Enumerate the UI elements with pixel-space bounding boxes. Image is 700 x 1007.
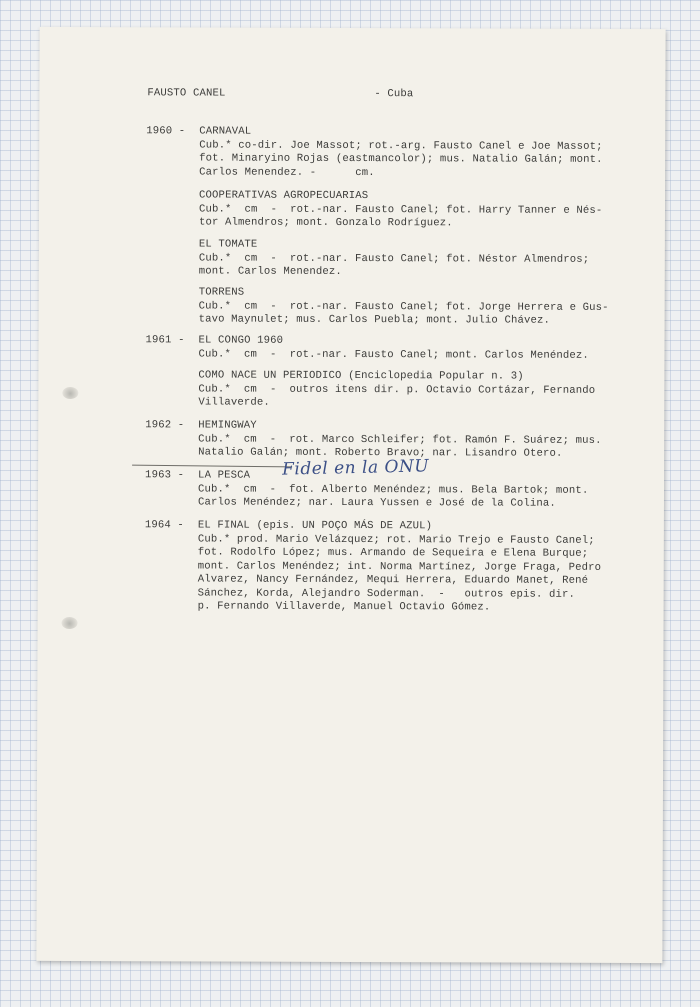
film-title: EL TOMATE xyxy=(198,238,258,251)
credit-line: Cub.* cm - rot.-nar. Fausto Canel; mont. Carlos Menéndez. xyxy=(198,347,589,362)
credit-line: mont. Carlos Menendez. xyxy=(198,265,342,278)
year-1962: 1962 - xyxy=(145,419,185,432)
credit-line: Cub.* prod. Mario Velázquez; rot. Mario Trejo e Fausto Canel; xyxy=(197,532,595,547)
filmmaker-name: FAUSTO CANEL xyxy=(147,87,226,100)
credit-line: Carlos Menendez. - cm. xyxy=(199,165,375,179)
credit-line: Natalio Galán; mont. Roberto Bravo; nar. Lisandro Otero. xyxy=(198,446,563,460)
film-title: HEMINGWAY xyxy=(198,419,257,432)
credit-line: Cub.* cm - rot.-nar. Fausto Canel; fot. Jorge Herrera e Gus- xyxy=(198,299,609,314)
credit-line: Cub.* cm - rot.-nar. Fausto Canel; fot. Harry Tanner e Nés- xyxy=(198,202,603,217)
credit-line: tavo Maynulet; mus. Carlos Puebla; mont. Julio Chávez. xyxy=(198,313,551,327)
credit-line: Cub.* cm - rot.-nar. Fausto Canel; fot. Néstor Almendros; xyxy=(198,251,590,266)
punch-hole-bottom xyxy=(62,617,78,629)
country-label: - Cuba xyxy=(374,88,414,101)
credit-line: fot. Rodolfo López; mus. Armando de Sequeira e Elena Burque; xyxy=(197,546,589,560)
handwritten-note: Fidel en la ONU xyxy=(281,456,430,480)
handwritten-underline xyxy=(132,465,292,468)
film-title: COOPERATIVAS AGROPECUARIAS xyxy=(199,189,369,203)
film-title: CARNAVAL xyxy=(199,125,252,138)
film-title: COMO NACE UN PERIODICO (Enciclopedia Popular n. 3) xyxy=(198,369,524,383)
credit-line: Cub.* cm - fot. Alberto Menéndez; mus. Bela Bartok; mont. xyxy=(197,482,589,497)
year-1963: 1963 - xyxy=(145,469,185,482)
year-1961: 1961 - xyxy=(145,334,185,347)
film-title: EL CONGO 1960 xyxy=(198,334,284,347)
credit-line: p. Fernando Villaverde, Manuel Octavio Gómez. xyxy=(197,600,491,614)
credit-line: Sánchez, Korda, Alejandro Soderman. - outros epis. dir. xyxy=(197,586,576,601)
document-sheet xyxy=(36,27,665,963)
credit-line: Cub.* cm - rot. Marco Schleifer; fot. Ramón F. Suárez; mus. xyxy=(198,432,602,447)
credit-line: Carlos Menéndez; nar. Laura Yussen e José de la Colina. xyxy=(197,496,556,510)
punch-hole-top xyxy=(62,387,78,399)
film-title: EL FINAL (epis. UN POÇO MÁS DE AZUL) xyxy=(197,519,433,533)
credit-line: Cub.* cm - outros itens dir. p. Octavio Cortázar, Fernando xyxy=(198,382,596,397)
credit-line: Cub.* co-dir. Joe Massot; rot.-arg. Fausto Canel e Joe Massot; xyxy=(199,138,603,153)
film-title: LA PESCA xyxy=(198,469,251,482)
year-1964: 1964 - xyxy=(144,519,184,532)
year-1960: 1960 - xyxy=(146,125,186,138)
film-title: TORRENS xyxy=(198,286,245,299)
credit-line: fot. Minaryino Rojas (eastmancolor); mus. Natalio Galán; mont. xyxy=(199,152,603,166)
credit-line: mont. Carlos Menéndez; int. Norma Martínez, Jorge Fraga, Pedro xyxy=(197,559,602,574)
credit-line: Villaverde. xyxy=(198,396,270,409)
credit-line: Alvarez, Nancy Fernández, Mequi Herrera, Eduardo Manet, René xyxy=(197,573,589,587)
credit-line: tor Almendros; mont. Gonzalo Rodríguez. xyxy=(198,216,453,230)
